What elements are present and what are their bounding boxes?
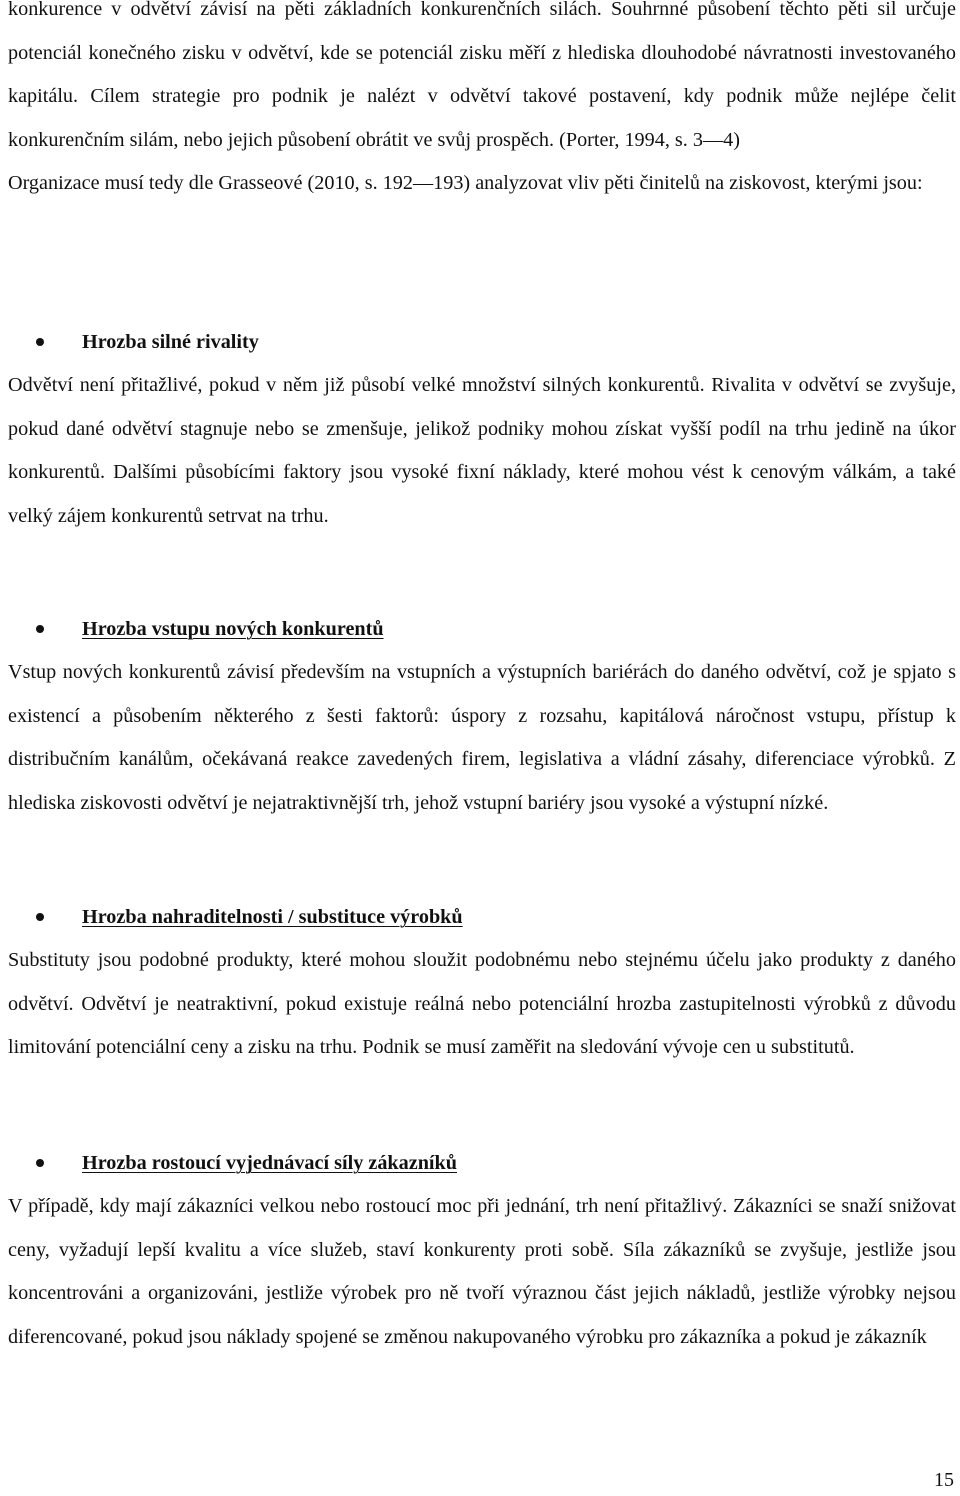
intro-paragraph: konkurence v odvětví závisí na pěti základních konkurenčních silách. Souhrnné působení těchto pěti sil určuje potenciál konečného zisku v odvětví, kde se potenciál zisku měří z hlediska dlouhodobé návratnosti investovaného kapitálu. Cílem strategie pro podnik je nalézt v odvětví takové postavení, kdy podnik může nejlépe čelit konkurenčním silám, nebo jejich působení obrátit ve svůj prospěch. (Porter, 1994, s. 3—4) [8,0,956,151]
section-heading-substitutes [8,895,956,939]
section-heading-text: Hrozba rostoucí vyjednávací síly zákazníků [82,1152,457,1174]
intro-block [8,0,956,206]
page-number: 15 [934,1469,954,1491]
bullet-icon [36,338,44,346]
section-heading-text: Hrozba silné rivality [82,331,259,353]
section-heading-text: Hrozba vstupu nových konkurentů [82,618,384,640]
section-heading-rivalry [8,320,956,364]
section-heading-text: Hrozba nahraditelnosti / substituce výrobků [82,906,463,928]
section-heading-new-entrants [8,607,956,651]
section-paragraph-rivalry: Odvětví není přitažlivé, pokud v něm již působí velké množství silných konkurentů. Rivalita v odvětví se zvyšuje, pokud dané odvětví stagnuje nebo se zmenšuje, jelikož podniky mohou získat vyšší podíl na trhu jedině na úkor konkurentů. Dalšími působícími faktory jsou vysoké fixní náklady, které mohou vést k cenovým válkám, a také velký zájem konkurentů setrvat na trhu. [8,374,956,527]
intro-paragraph-list-lead: Organizace musí tedy dle Grasseové (2010, s. 192—193) analyzovat vliv pěti činitelů na ziskovost, kterými jsou: [8,172,923,195]
bullet-icon [36,625,44,633]
section-heading-customers [8,1141,956,1185]
section-paragraph-new-entrants: Vstup nových konkurentů závisí především na vstupních a výstupních bariérách do daného odvětví, což je spjato s existencí a působením některého z šesti faktorů: úspory z rozsahu, kapitálová náročnost vstupu, přístup k distribučním kanálům, očekávaná reakce zavedených firem, legislativa a vládní zásahy, diferenciace výrobků. Z hlediska ziskovosti odvětví je nejatraktivnější trh, jehož vstupní bariéry jsou vysoké a výstupní nízké. [8,661,956,814]
section-paragraph-customers: V případě, kdy mají zákazníci velkou nebo rostoucí moc při jednání, trh není přitažlivý. Zákazníci se snaží snižovat ceny, vyžadují lepší kvalitu a více služeb, staví konkurenty proti sobě. Síla zákazníků se zvyšuje, jestliže jsou koncentrováni a organizováni, jestliže výrobek pro ně tvoří výraznou část jejich nákladů, jestliže výrobky nejsou diferencované, pokud jsou náklady spojené se změnou nakupovaného výrobku pro zákazníka a pokud je zákazník [8,1195,956,1348]
bullet-icon [36,913,44,921]
section-paragraph-substitutes: Substituty jsou podobné produkty, které mohou sloužit podobnému nebo stejnému účelu jako produkty z daného odvětví. Odvětví je neatraktivní, pokud existuje reálná nebo potenciální hrozba zastupitelnosti výrobků z důvodu limitování potenciální ceny a zisku na trhu. Podnik se musí zaměřit na sledování vývoje cen u substitutů. [8,949,956,1059]
bullet-icon [36,1159,44,1167]
